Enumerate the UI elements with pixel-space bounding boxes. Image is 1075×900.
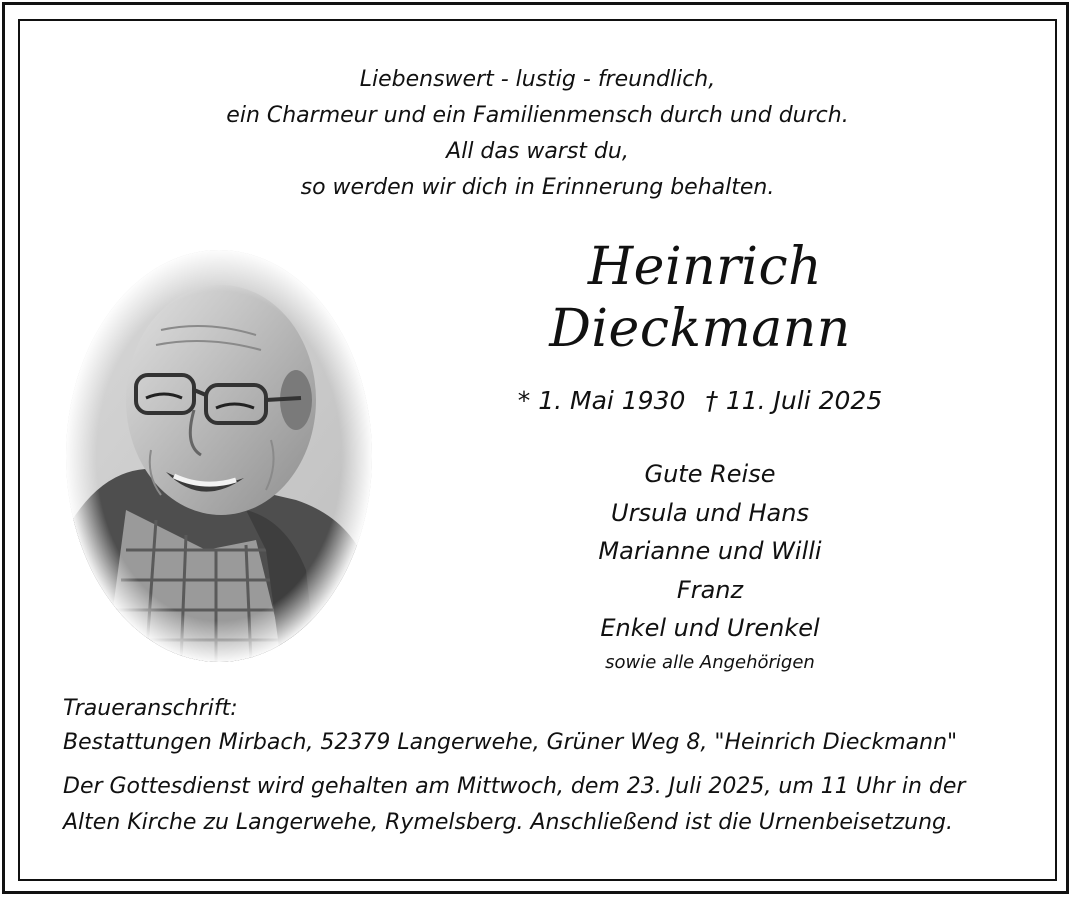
service-info bbox=[63, 769, 965, 841]
verse-line: Liebenswert - lustig - freundlich, bbox=[359, 67, 716, 92]
death-date: † 11. Juli 2025 bbox=[705, 386, 883, 415]
life-dates bbox=[500, 386, 900, 415]
first-name: Heinrich bbox=[587, 237, 823, 297]
verse-line: ein Charmeur und ein Familienmensch durch und durch. bbox=[226, 103, 849, 128]
service-line: Der Gottesdienst wird gehalten am Mittwoch, dem 23. Juli 2025, um 11 Uhr in der bbox=[63, 774, 966, 799]
service-line: Alten Kirche zu Langerwehe, Rymelsberg. Anschließend ist die Urnenbeisetzung. bbox=[63, 810, 954, 835]
other-relatives: sowie alle Angehörigen bbox=[605, 651, 815, 673]
farewell-text: Gute Reise bbox=[644, 460, 776, 488]
mourning-address bbox=[63, 692, 957, 760]
verse-line: so werden wir dich in Erinnerung behalten. bbox=[300, 175, 775, 200]
memorial-verse bbox=[0, 62, 1075, 206]
mourner-name: Franz bbox=[676, 575, 744, 604]
mourner-name: Marianne und Willi bbox=[598, 537, 822, 565]
mourners-list bbox=[510, 455, 910, 678]
mourner-name: Ursula und Hans bbox=[611, 498, 809, 527]
portrait-photo bbox=[66, 250, 372, 662]
address-label: Traueranschrift: bbox=[63, 696, 238, 721]
address-text: Bestattungen Mirbach, 52379 Langerwehe, Grüner Weg 8, "Heinrich Dieckmann" bbox=[63, 730, 958, 755]
last-name: Dieckmann bbox=[549, 299, 851, 359]
portrait-image bbox=[66, 250, 372, 662]
verse-line: All das warst du, bbox=[446, 139, 629, 164]
mourner-name: Enkel und Urenkel bbox=[600, 614, 820, 642]
deceased-name bbox=[520, 236, 900, 360]
birth-date: * 1. Mai 1930 bbox=[517, 386, 686, 415]
